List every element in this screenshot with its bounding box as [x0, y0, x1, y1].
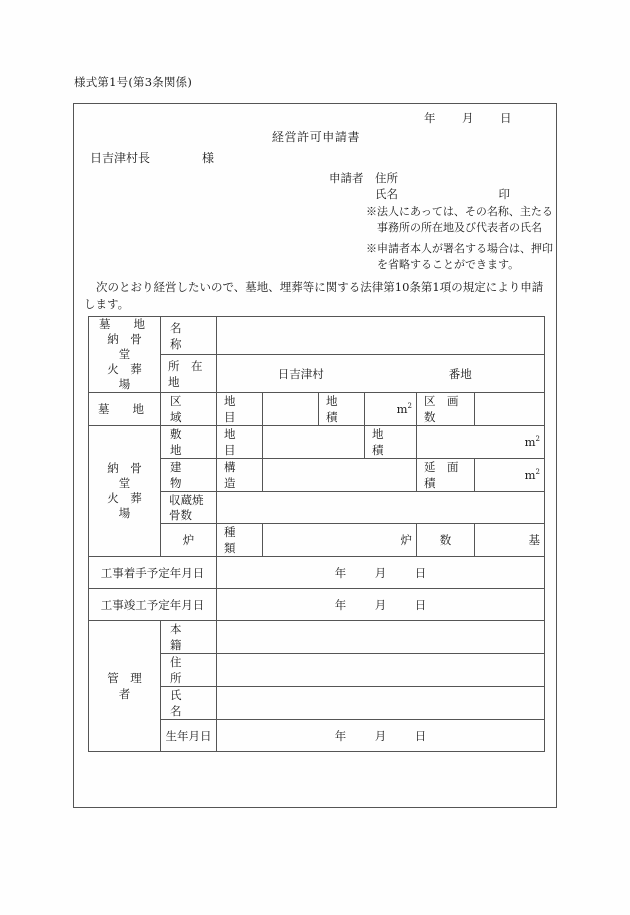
building-structure-label: 構 造	[224, 460, 259, 490]
table-row-site	[89, 426, 545, 459]
seal-mark: 印	[498, 187, 510, 201]
building-label-cell	[161, 459, 217, 492]
site-chiseki-label: 地 積	[372, 427, 407, 457]
furnace-type-label: 種 類	[224, 525, 259, 555]
furnace-label-cell: 炉	[161, 524, 217, 557]
table-row-start-date	[89, 557, 545, 589]
name-value-cell[interactable]	[217, 317, 545, 355]
manager-registry-label: 本 籍	[170, 622, 205, 652]
end-date-ymd	[221, 597, 540, 613]
document-date-line	[424, 110, 512, 126]
form-number: 様式第1号(第3条関係)	[74, 75, 193, 89]
facility-label-line: 火 葬 場	[107, 362, 154, 391]
floor-area-label-cell	[417, 459, 475, 492]
note-line: ※申請者本人が署名する場合は、押印	[366, 242, 553, 255]
day-glyph: 日	[414, 597, 427, 612]
chimoku-label-cell	[217, 393, 263, 426]
year-glyph: 年	[334, 597, 347, 612]
year-glyph: 年	[334, 728, 347, 743]
year-glyph: 年	[334, 565, 347, 580]
cemetery-label-cell	[89, 393, 161, 426]
month-glyph: 月	[374, 728, 387, 743]
note-item	[366, 241, 553, 272]
applicant-block	[329, 170, 510, 202]
unit-square-meter: $m^2$	[524, 435, 540, 449]
manager-label: 管 理 者	[107, 671, 154, 701]
end-date-value-cell[interactable]	[217, 589, 545, 621]
furnace-type-value-cell[interactable]	[263, 524, 417, 557]
manager-address-label: 住 所	[170, 655, 205, 685]
day-glyph: 日	[414, 728, 427, 743]
stored-bones-label-cell	[161, 492, 217, 524]
applicant-label: 申請者	[329, 171, 364, 185]
unit-square-meter: $m^2$	[396, 402, 412, 416]
chiseki-label: 地 積	[326, 394, 361, 424]
form-inner-area	[74, 104, 558, 809]
start-date-label-cell: 工事着手予定年月日	[89, 557, 217, 589]
manager-address-label-cell	[161, 654, 217, 687]
name-label: 名 称	[170, 320, 205, 351]
applicant-address-label: 住所	[375, 171, 398, 185]
note-line: ※法人にあっては、その名称、主たる	[366, 205, 553, 218]
manager-label-cell	[89, 621, 161, 752]
date-day-label: 日	[500, 111, 512, 125]
building-label: 建 物	[170, 460, 205, 490]
site-label: 敷 地	[170, 427, 205, 457]
addressee-honorific: 様	[202, 151, 215, 165]
applicant-name-row	[329, 186, 510, 202]
chimoku-value-cell[interactable]	[263, 393, 319, 426]
note-line: を省略することができます。	[377, 257, 520, 271]
location-banchi: 番地	[448, 366, 472, 381]
lead-paragraph	[84, 279, 552, 313]
ossuary-crematorium-label-cell	[89, 426, 161, 557]
date-month-label: 月	[462, 111, 474, 125]
table-row-name	[89, 317, 545, 355]
manager-address-value-cell[interactable]	[217, 654, 545, 687]
kukakusu-value-cell[interactable]	[475, 393, 545, 426]
furnace-count-label-cell: 数	[417, 524, 475, 557]
day-glyph: 日	[414, 565, 427, 580]
addressee-name: 日吉津村長	[90, 151, 151, 165]
applicant-name-label: 氏名	[375, 187, 398, 201]
lead-line-2: します。	[84, 297, 130, 311]
name-label-cell	[161, 317, 217, 355]
facility-type-label-cell	[89, 317, 161, 393]
kukakusu-label-cell	[417, 393, 475, 426]
note-line: 事務所の所在地及び代表者の氏名	[377, 220, 542, 234]
site-chimoku-label: 地 目	[224, 427, 259, 457]
site-chimoku-label-cell	[217, 426, 263, 459]
document-title: 経営許可申請書	[271, 130, 361, 144]
manager-registry-value-cell[interactable]	[217, 621, 545, 654]
cemetery-label: 墓 地	[98, 402, 144, 416]
building-structure-value-cell[interactable]	[263, 459, 417, 492]
note-item	[366, 204, 553, 235]
date-year-label: 年	[424, 111, 436, 125]
table-row-end-date	[89, 589, 545, 621]
unit-square-meter: $m^2$	[524, 468, 540, 482]
stored-bones-value-cell[interactable]	[217, 492, 545, 524]
stored-bones-label: 収蔵焼骨数	[169, 492, 204, 522]
site-chimoku-value-cell[interactable]	[263, 426, 365, 459]
site-label-cell	[161, 426, 217, 459]
month-glyph: 月	[374, 565, 387, 580]
cemetery-area-label: 区 域	[170, 394, 205, 424]
site-chiseki-value-cell[interactable]	[417, 426, 545, 459]
table-row-manager-registry	[89, 621, 545, 654]
month-glyph: 月	[374, 597, 387, 612]
facility-label-line: 納 骨 堂	[107, 332, 154, 361]
manager-name-label-cell	[161, 687, 217, 720]
location-village: 日吉津村	[277, 366, 324, 381]
cemetery-area-label-cell	[161, 393, 217, 426]
form-outer-frame	[73, 103, 557, 808]
chiseki-label-cell	[319, 393, 365, 426]
manager-birth-ymd	[221, 728, 540, 744]
manager-registry-label-cell	[161, 621, 217, 654]
site-chiseki-label-cell	[365, 426, 417, 459]
applicant-address-row	[329, 170, 510, 186]
ossuary-label-line: 納 骨 堂	[107, 461, 154, 490]
location-value-cell[interactable]	[217, 355, 545, 393]
location-label-cell	[161, 355, 217, 393]
manager-birth-label-cell: 生年月日	[161, 720, 217, 752]
furnace-count-label: 炉	[400, 533, 412, 547]
furnace-unit-cell: 基	[475, 524, 545, 557]
manager-name-label: 氏 名	[170, 688, 205, 718]
kukakusu-label: 区 画 数	[424, 394, 470, 424]
notes-block	[366, 204, 553, 278]
chimoku-label: 地 目	[224, 394, 259, 424]
end-date-label-cell: 工事竣工予定年月日	[89, 589, 217, 621]
lead-line-1: 次のとおり経営したいので、墓地、埋葬等に関する法律第10条第1項の規定により申請	[96, 280, 544, 294]
floor-area-value-cell[interactable]	[475, 459, 545, 492]
application-table	[88, 316, 545, 752]
start-date-value-cell[interactable]	[217, 557, 545, 589]
ossuary-label-line: 火 葬 場	[107, 491, 154, 520]
facility-label-line: 墓 地	[99, 317, 145, 331]
floor-area-label: 延 面 積	[424, 460, 470, 490]
chiseki-value-cell[interactable]	[365, 393, 417, 426]
table-row-cemetery-area	[89, 393, 545, 426]
manager-birth-value-cell[interactable]	[217, 720, 545, 752]
start-date-ymd	[221, 565, 540, 581]
furnace-type-label-cell	[217, 524, 263, 557]
addressee	[90, 149, 214, 166]
manager-name-value-cell[interactable]	[217, 687, 545, 720]
building-structure-label-cell	[217, 459, 263, 492]
location-label: 所 在 地	[168, 358, 214, 389]
